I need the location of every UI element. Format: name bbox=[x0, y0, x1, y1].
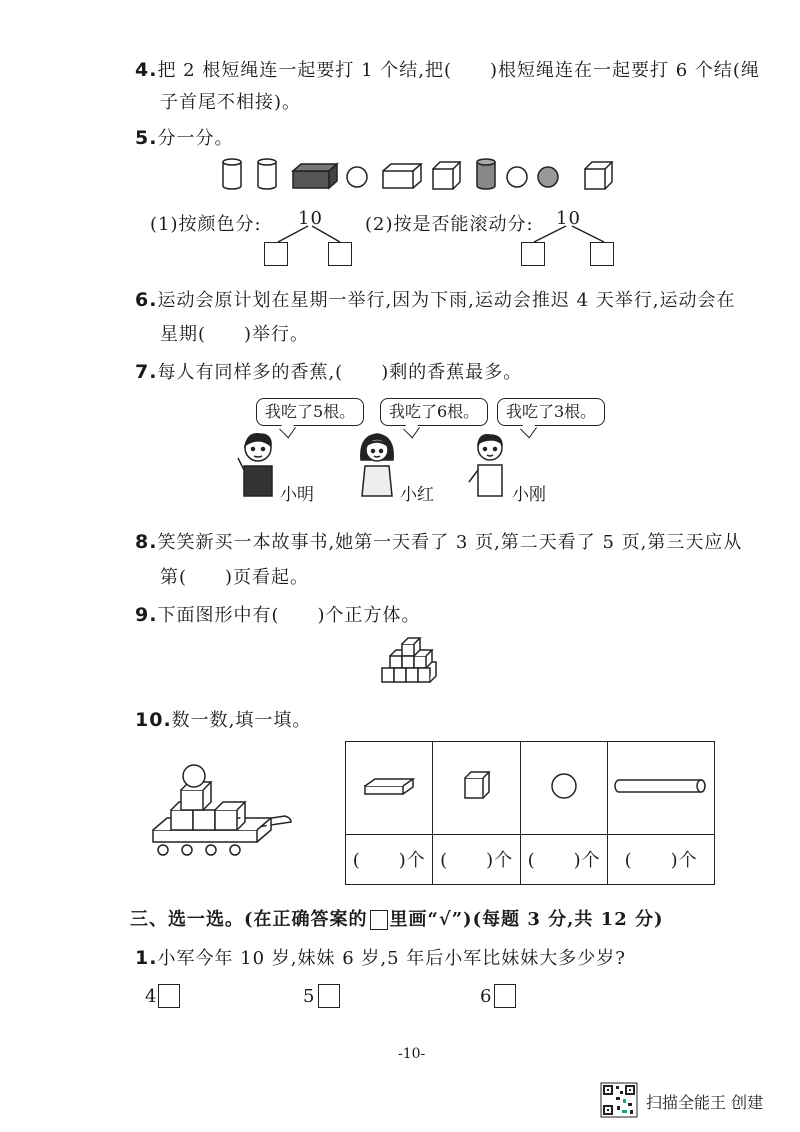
girl-xiaohong-icon bbox=[356, 430, 398, 500]
count-input-cuboid[interactable]: ( )个 bbox=[346, 834, 433, 884]
page-number: -10- bbox=[398, 1046, 426, 1062]
sphere-icon bbox=[507, 167, 527, 187]
s3q1-text: 1.小军今年 10 岁,妹妹 6 岁,5 年后小军比妹妹大多少岁? bbox=[135, 947, 626, 969]
q5-title: 5.分一分。 bbox=[135, 127, 234, 149]
cell-sphere bbox=[520, 742, 607, 835]
cuboid-icon bbox=[383, 164, 421, 188]
q5-part1-label: (1)按颜色分: bbox=[150, 214, 262, 235]
boy-xiaoming-icon bbox=[236, 430, 276, 500]
cell-cylinder bbox=[608, 742, 715, 835]
boy-xiaogang-icon bbox=[466, 430, 510, 500]
cube-icon bbox=[461, 768, 493, 804]
cube-icon bbox=[433, 162, 460, 189]
speech-bubble-xiaohong: 我吃了6根。 bbox=[380, 398, 488, 426]
option-a-label: 4 bbox=[145, 986, 158, 1007]
cell-cuboid bbox=[346, 742, 433, 835]
q5-part2-total: 10 bbox=[556, 208, 581, 229]
sphere-icon bbox=[347, 167, 367, 187]
option-b-checkbox[interactable] bbox=[318, 984, 340, 1008]
cell-cube bbox=[433, 742, 520, 835]
cylinder-icon bbox=[223, 159, 241, 189]
dark-cuboid-icon bbox=[293, 164, 337, 188]
q5-part1-box-left[interactable] bbox=[264, 242, 288, 266]
dark-cylinder-icon bbox=[477, 159, 495, 189]
q5-part2-branch bbox=[526, 224, 616, 244]
block-vehicle-figure bbox=[145, 762, 295, 862]
q8-line1: 8.笑笑新买一本故事书,她第一天看了 3 页,第二天看了 5 页,第三天应从 bbox=[135, 531, 743, 553]
q7-text: 7.每人有同样多的香蕉,( )剩的香蕉最多。 bbox=[135, 361, 523, 383]
q4-number: 4. bbox=[135, 59, 158, 81]
q4-line1: 4.把 2 根短绳连一起要打 1 个结,把( )根短绳连在一起要打 6 个结(绳 bbox=[135, 59, 760, 81]
q5-part2-label: (2)按是否能滚动分: bbox=[365, 214, 534, 235]
q9-text: 9.下面图形中有( )个正方体。 bbox=[135, 604, 421, 626]
count-table bbox=[345, 741, 715, 885]
count-input-cylinder[interactable]: ( )个 bbox=[608, 834, 715, 884]
option-c-checkbox[interactable] bbox=[494, 984, 516, 1008]
q6-line1: 6.运动会原计划在星期一举行,因为下雨,运动会推迟 4 天举行,运动会在 bbox=[135, 289, 736, 311]
cube-icon bbox=[585, 162, 612, 189]
q8-line2: 第( )页看起。 bbox=[160, 567, 310, 588]
option-c-label: 6 bbox=[480, 986, 493, 1007]
option-b-label: 5 bbox=[303, 986, 316, 1007]
q5-part2-box-right[interactable] bbox=[590, 242, 614, 266]
q5-shapes-row bbox=[215, 155, 615, 195]
qr-code-icon bbox=[600, 1082, 638, 1118]
name-xiaogang: 小刚 bbox=[512, 485, 546, 505]
name-xiaoming: 小明 bbox=[280, 485, 314, 505]
q10-text: 10.数一数,填一填。 bbox=[135, 709, 312, 731]
count-input-cube[interactable]: ( )个 bbox=[433, 834, 520, 884]
sphere-icon bbox=[549, 771, 579, 801]
speech-bubble-xiaoming: 我吃了5根。 bbox=[256, 398, 364, 426]
cuboid-plank-icon bbox=[361, 774, 417, 798]
stacked-cubes-figure bbox=[378, 634, 440, 690]
option-a-checkbox[interactable] bbox=[158, 984, 180, 1008]
q6-line2: 星期( )举行。 bbox=[160, 324, 310, 345]
dark-sphere-icon bbox=[538, 167, 558, 187]
answer-box-sample bbox=[370, 910, 388, 930]
q4-line2: 子首尾不相接)。 bbox=[160, 92, 302, 113]
speech-bubble-xiaogang: 我吃了3根。 bbox=[497, 398, 605, 426]
q5-part2-box-left[interactable] bbox=[521, 242, 545, 266]
q5-part1-total: 10 bbox=[298, 208, 323, 229]
cylinder-icon bbox=[258, 159, 276, 189]
q5-part1-box-right[interactable] bbox=[328, 242, 352, 266]
count-input-sphere[interactable]: ( )个 bbox=[520, 834, 607, 884]
scanner-brand-label: 扫描全能王 创建 bbox=[646, 1093, 764, 1112]
q5-part1-branch bbox=[270, 224, 350, 244]
long-cylinder-icon bbox=[613, 777, 709, 795]
name-xiaohong: 小红 bbox=[400, 485, 434, 505]
section3-title: 三、选一选。(在正确答案的 里画“√”)(每题 3 分,共 12 分) bbox=[130, 909, 664, 930]
